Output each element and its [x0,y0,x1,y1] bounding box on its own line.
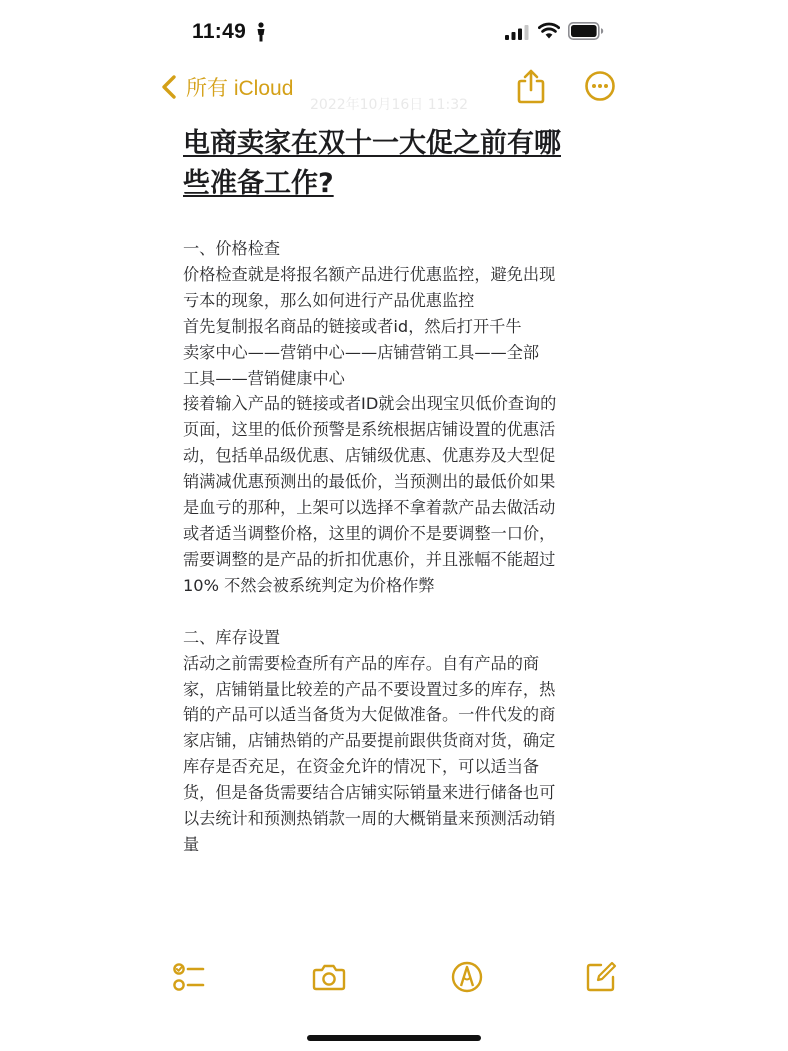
note-line: 销满减优惠预测出的最低价，当预测出的最低价如果 [183,472,556,492]
note-line: 首先复制报名商品的链接或者id，然后打开千牛 [183,316,522,336]
note-line: 价格检查就是将报名额产品进行优惠监控，避免出现 [183,264,556,284]
paragraph-gap [183,599,613,625]
note-line: 10% 不然会被系统判定为价格作弊 [183,575,435,595]
note-title [183,124,613,204]
back-button[interactable] [160,70,293,104]
note-line: 货，但是备货需要结合店铺实际销量来进行储备也可 [183,783,556,803]
note-line: 活动之前需要检查所有产品的库存。自有产品的商 [183,653,540,673]
note-line: 是血亏的那种，上架可以选择不拿着款产品去做活动 [183,498,556,518]
note-line: 库存是否充足，在资金允许的情况下，可以适当备 [183,757,540,777]
battery-icon [568,22,604,40]
note-line: 家，店铺销量比较差的产品不要设置过多的库存，热 [183,679,556,699]
back-label: 所有 iCloud [186,77,294,100]
markup-pen-icon[interactable] [450,960,484,994]
home-indicator[interactable] [307,1035,481,1041]
note-line: 动，包括单品级优惠、店铺级优惠、优惠券及大型促 [183,446,556,466]
note-line: 或者适当调整价格，这里的调价不是要调整一口价， [183,523,556,543]
note-line: 二、库存设置 [183,627,281,647]
share-icon[interactable] [516,68,546,104]
more-options-icon[interactable] [584,70,616,102]
note-title-line: 些准备工作? [183,168,334,199]
cellular-signal-icon [505,24,529,40]
note-line: 亏本的现象，那么如何进行产品优惠监控 [183,290,475,310]
wifi-icon [538,22,560,40]
person-activity-icon [255,22,267,42]
bottom-toolbar [0,960,788,1004]
note-line: 一、价格检查 [183,239,281,258]
checklist-icon[interactable] [172,960,206,994]
status-time: 11:49 [192,20,247,43]
note-line: 接着输入产品的链接或者ID就会出现宝贝低价查询的 [183,394,557,414]
note-line: 页面，这里的低价预警是系统根据店铺设置的优惠活 [183,420,556,440]
note-title-line: 电商卖家在双十一大促之前有哪 [183,128,561,159]
note-line: 以去统计和预测热销款一周的大概销量来预测活动销 [183,809,556,829]
note-line: 工具——营销健康中心 [183,368,345,388]
note-line: 卖家中心——营销中心——店铺营销工具——全部 [183,342,540,362]
note-body [183,236,613,858]
note-date: 2022年10月16日 11:32 [310,97,469,113]
note-content[interactable] [183,124,613,858]
status-bar [0,0,788,64]
note-line: 销的产品可以适当备货为大促做准备。一件代发的商 [183,705,556,725]
note-line: 需要调整的是产品的折扣优惠价，并且涨幅不能超过 [183,549,556,569]
note-line: 量 [183,834,200,854]
compose-icon[interactable] [584,960,618,994]
chevron-left-icon [160,74,178,100]
camera-icon[interactable] [312,960,346,994]
note-line: 家店铺，店铺热销的产品要提前跟供货商对货，确定 [183,731,556,751]
